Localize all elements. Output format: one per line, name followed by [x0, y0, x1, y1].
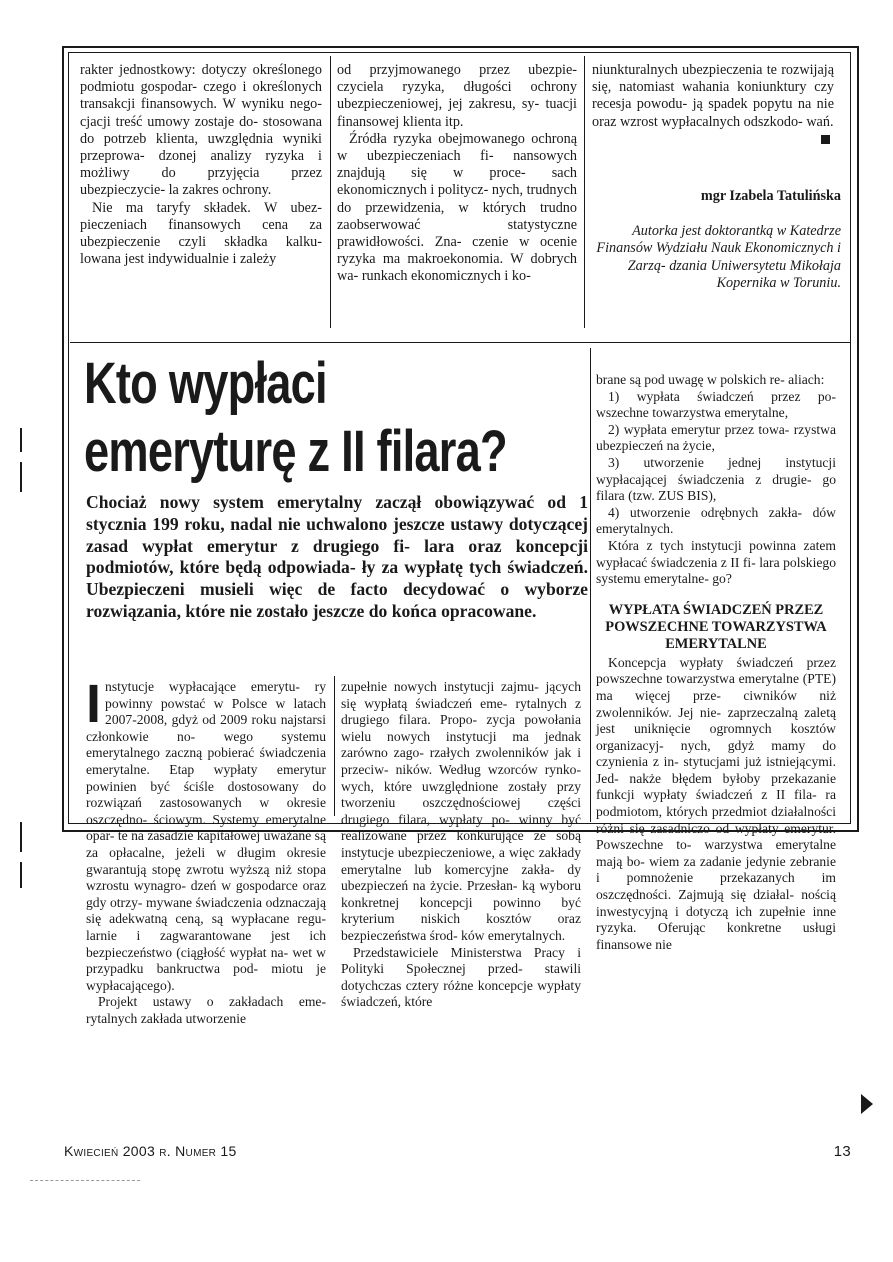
top-column-3: [592, 62, 834, 144]
top-col1-para-1: rakter jednostkowy: dotyczy określonego podmiotu gospodar- czego i określonych transakcji finansowych. W wyniku nego- cjacji treść umowy zostaje do- stosowana do potrzeb klienta, uwzględnia wyniki przeprowa- dzonej analizy ryzyka i możliwy do przyjęcia przez ubezpieczycie- la zakres ochrony.: [80, 62, 322, 199]
article-col3-question: Która z tych instytucji powinna zatem wypłacać świadczenia z II fi- lara polskiego systemu emerytalne- go?: [596, 537, 836, 587]
article-divider-1: [334, 676, 335, 816]
article-divider-2: [590, 348, 591, 822]
article-title-line-2: emeryturę z II filara?: [84, 419, 507, 484]
top-col1-para-2: Nie ma taryfy składek. W ubez- pieczeniach finansowych cena za ubezpieczenie czyli składka kalku- lowana jest indywidualnie i zależy: [80, 199, 322, 268]
drop-cap: I: [86, 674, 102, 734]
article-column-2: [341, 679, 581, 1011]
author-name: mgr Izabela Tatulińska: [700, 188, 841, 204]
continue-arrow-icon: [861, 1094, 873, 1114]
article-column-3: [596, 372, 836, 953]
top-column-2: [337, 62, 577, 286]
margin-mark: [20, 428, 22, 452]
article-col3-intro: brane są pod uwagę w polskich re- aliach:: [596, 372, 825, 387]
list-item-3: 3) utworzenie jednej instytucji wypłacającej świadczenia z drugie- go filara (tzw. ZUS BIS),: [596, 454, 836, 504]
author-bio: Autorka jest doktorantką w Katedrze Finansów Wydziału Nauk Ekonomicznych i Zarzą- dzania Uniwersytetu Mikołaja Kopernika w Toruniu.: [596, 223, 841, 291]
top-col2-para-1: od przyjmowanego przez ubezpie- czyciela ryzyka, długości ochrony ubezpieczeniowej, jej zakresu, sy- tuacji finansowej klienta itp.: [337, 62, 577, 130]
margin-mark: [20, 462, 22, 492]
margin-mark: [20, 822, 22, 852]
section-subheading: WYPŁATA ŚWIADCZEŃ PRZEZ POWSZECHNE TOWARZYSTWA EMERYTALNE: [605, 601, 827, 652]
footer-issue: Kwiecień 2003 r. Numer 15: [64, 1143, 237, 1159]
section-rule: [70, 342, 850, 343]
article-col2-para-2: Przedstawiciele Ministerstwa Pracy i Polityki Społecznej przed- stawili dotychczas cztery różne koncepcje wypłaty świadczeń, które: [341, 944, 581, 1010]
article-col1-para-2: Projekt ustawy o zakładach eme- rytalnych zakłada utworzenie: [86, 994, 326, 1026]
list-item-1: 1) wypłata świadczeń przez po- wszechne towarzystwa emerytalne,: [596, 388, 836, 421]
article-col2-para-1: zupełnie nowych instytucji zajmu- jących się wypłatą świadczeń eme- rytalnych z drugiego filara. Propo- zycja powołania wielu nowych instytucji ma jednak zarówno zago- rzałych zwolenników jak i przeciw- ników. Według wzorców rynko- wych, które uwzględnione zostały przy tworzeniu oszczędnościowej części drugiego filara, wypłaty po- winny być realizowane przez konkurujące ze sobą instytucje ubezpieczeniowe, a więc zakłady emerytalne lub komercyjne zakła- dy ubezpieczeń na życie. Przesłan- ką wyboru konkretnej koncepcji powinno być kryterium niskich kosztów oraz bezpieczeństwa środ- ków emerytalnych.: [341, 679, 581, 943]
page-number: 13: [833, 1143, 851, 1160]
end-of-article-mark: [821, 135, 830, 144]
top-col2-para-2: Źródła ryzyka obejmowanego ochroną w ubezpieczeniach fi- nansowych znajdują się w proce- sach ekonomicznych i politycz- nych, trudnych do przewidzenia, w których trudno zaobserwować statystyczne prawidłowości. Zna- czenie w ocenie ryzyka ma makroekonomia. W dobrych wa- runkach ekonomicznych i ko-: [337, 130, 577, 285]
list-item-4: 4) utworzenie odrębnych zakła- dów emerytalnych.: [596, 504, 836, 537]
article-title-line-1: Kto wypłaci: [84, 351, 327, 416]
top-col3-text: niunkturalnych ubezpieczenia te rozwijają się, natomiast wahania koniunktury czy recesja powodu- ją spadek popytu na nie oraz wzrost wypłacalnych odszkodo- wań.: [592, 62, 834, 130]
article-lead: Chociaż nowy system emerytalny zaczął obowiązywać od 1 stycznia 199 roku, nadal nie uchwalono jeszcze ustawy dotyczącej zasad wypłat emerytur z drugiego fi- lara oraz koncepcji podmiotów, które będą odpowiada- ły za wypłatę tych świadczeń. Ubezpieczeni musieli więc de facto decydować o wyborze rozwiązania, które nie zostało jeszcze do końca opracowane.: [86, 492, 588, 621]
article-title: [84, 350, 507, 486]
top-column-1: [80, 62, 322, 268]
article-col1-para-1: nstytucje wypłacające emerytu- ry powinny powstać w Polsce w latach 2007-2008, gdyż od 2009 roku najstarsi członkowie no- wego systemu emerytalnego zaczną pobierać świadczenia emerytalne. Etap wypłaty emerytur powinien być ściśle dostosowany do rozwiązań zastosowanych w okresie oszczędno- ściowym. Systemy emerytalne opar- te na zasadzie kapitałowej uważane są za opłacalne, jeżeli w długim okresie gwarantują stopę zwrotu wyższą niż stopa wzrostu wynagro- dzeń w gospodarce oraz gdy otrzy- mywane świadczenia odznaczają się adekwatną ceną, są wypłacane regu- larnie i zagwarantowane jest ich bezpieczeństwo (ciągłość wypłat na- wet w przypadku bankructwa pod- miotu je wypłacającego).: [86, 679, 326, 993]
author-block: [581, 188, 841, 292]
margin-mark: [20, 862, 22, 888]
article-col3-body: Koncepcja wypłaty świadczeń przez powszechne towarzystwa emerytalne (PTE) ma więcej prze- ciwników niż zwolenników. Jej nie- zaprzeczalną zaletą jest uniknięcie ogromnych kosztów organizacyj- nych, gdyż mamy do czynienia z in- stytucjami już istniejącymi. Jed- nakże błędem byłoby przekazanie funkcji wypłaty świadczeń z II fila- ra podmiotom, których przedmiot działalności różni się zasadniczo od wypłaty emerytur. Powszechne to- warzystwa emerytalne mają bo- wiem za zadanie jedynie zebranie i pomnożenie przekazanych im oszczędności. Zajmują się działal- nością inwestycyjną i dotyczą ich zupełnie inne ryzyka. Oferując konkretne usługi finansowe nie: [596, 654, 836, 952]
article-column-1: [86, 674, 326, 1027]
scan-artifact-line: [30, 1180, 140, 1181]
list-item-2: 2) wypłata emerytur przez towa- rzystwa ubezpieczeń na życie,: [596, 421, 836, 454]
top-divider-1: [330, 56, 331, 328]
